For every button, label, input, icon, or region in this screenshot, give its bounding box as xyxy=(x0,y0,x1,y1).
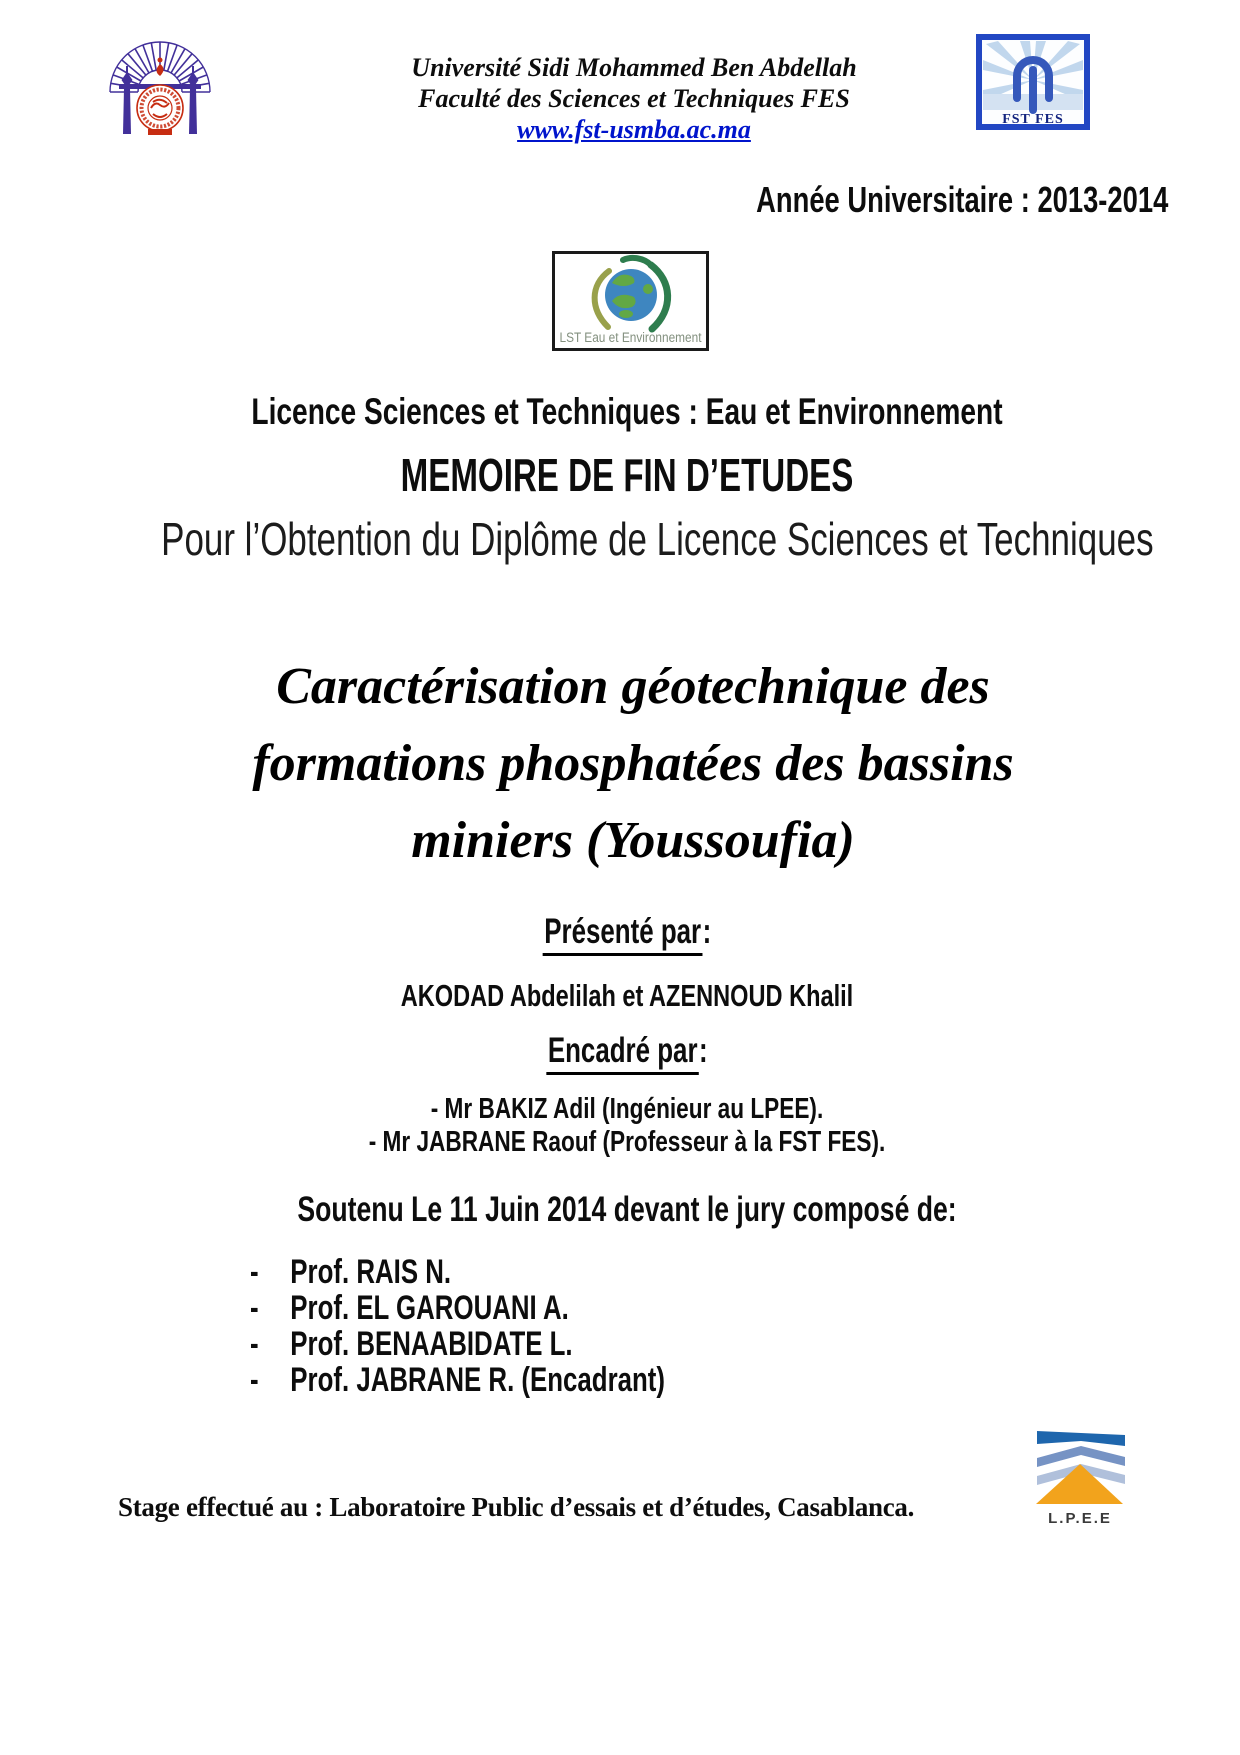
jury-member-name: Prof. JABRANE R. (Encadrant) xyxy=(290,1361,666,1399)
supervisor-line: - Mr BAKIZ Adil (Ingénieur au LPEE). xyxy=(430,1093,824,1125)
supervised-by-heading: Encadré par xyxy=(546,1031,699,1075)
jury-member xyxy=(250,1326,665,1362)
lst-logo-label: LST Eau et Environnement xyxy=(559,330,702,345)
thesis-title-line: Caractérisation géotechnique des xyxy=(276,658,990,715)
supervised-by-heading-row xyxy=(173,1031,1080,1071)
university-name: Université Sidi Mohammed Ben Abdellah xyxy=(411,53,857,82)
jury-bullet: - xyxy=(250,1253,259,1291)
fst-fes-logo xyxy=(976,34,1090,130)
jury-member xyxy=(250,1290,665,1326)
internship-line: Stage effectué au : Laboratoire Public d’essais et d’études, Casablanca. xyxy=(118,1492,915,1522)
fst-fes-icon xyxy=(976,34,1090,130)
supervised-by-colon: : xyxy=(699,1031,708,1070)
thesis-title xyxy=(26,648,1240,879)
jury-member xyxy=(250,1254,665,1290)
jury-list xyxy=(250,1254,665,1398)
presented-by-heading: Présenté par xyxy=(543,912,703,956)
presented-by-heading-row xyxy=(173,912,1080,952)
defense-line: Soutenu Le 11 Juin 2014 devant le jury composé de: xyxy=(297,1190,957,1229)
presented-by-colon: : xyxy=(702,912,712,951)
lst-logo xyxy=(552,251,709,351)
jury-member-name: Prof. EL GAROUANI A. xyxy=(290,1289,569,1327)
jury-member-name: Prof. RAIS N. xyxy=(290,1253,452,1291)
website-link[interactable]: www.fst-usmba.ac.ma xyxy=(517,115,751,144)
jury-bullet: - xyxy=(250,1361,259,1399)
jury-member-name: Prof. BENAABIDATE L. xyxy=(290,1325,573,1363)
document-type: MEMOIRE DE FIN D’ETUDES xyxy=(400,449,854,501)
supervisors-list xyxy=(149,1093,1105,1159)
academic-year: Année Universitaire : 2013-2014 xyxy=(755,179,1168,220)
program-line: Licence Sciences et Techniques : Eau et Environnement xyxy=(251,391,1003,432)
purpose-line: Pour l’Obtention du Diplôme de Licence Sciences et Techniques xyxy=(161,513,1154,565)
fst-fes-logo-label: FST FES xyxy=(1002,112,1064,127)
supervisor-line: - Mr JABRANE Raouf (Professeur à la FST FES). xyxy=(368,1126,886,1158)
faculty-name: Faculté des Sciences et Techniques FES xyxy=(418,84,850,113)
jury-bullet: - xyxy=(250,1289,259,1327)
lst-globe-icon xyxy=(552,251,709,351)
lpee-logo-label: L.P.E.E xyxy=(1048,1510,1112,1527)
jury-bullet: - xyxy=(250,1325,259,1363)
thesis-title-line: miniers (Youssoufia) xyxy=(411,812,855,869)
jury-member xyxy=(250,1362,665,1398)
thesis-title-line: formations phosphatées des bassins xyxy=(252,735,1014,792)
authors-line: AKODAD Abdelilah et AZENNOUD Khalil xyxy=(400,978,854,1013)
lpee-icon xyxy=(1024,1430,1138,1530)
lpee-logo xyxy=(1024,1430,1138,1530)
